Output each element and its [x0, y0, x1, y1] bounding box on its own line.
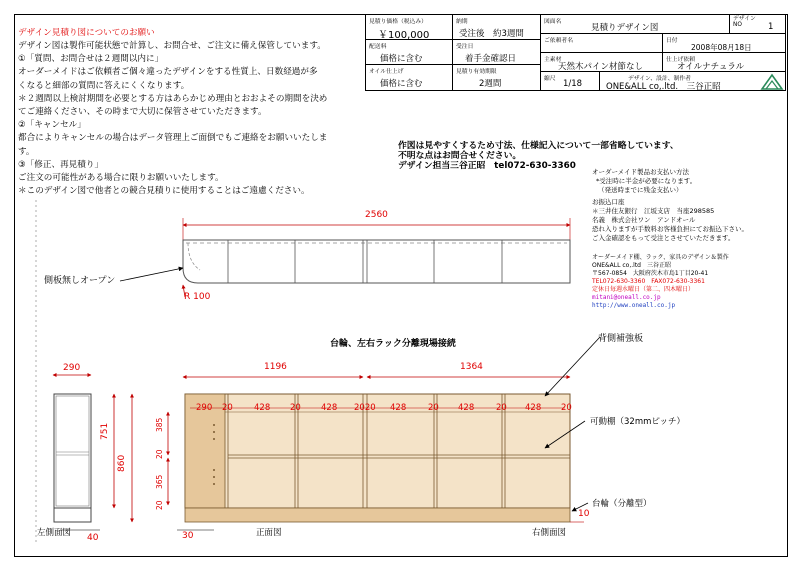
- finish-value: オイルナチュラル: [677, 62, 745, 72]
- front-dim: 20: [561, 403, 572, 413]
- front-dim: 428: [321, 403, 338, 413]
- material-value: 天然木パイン材節なし: [558, 62, 644, 72]
- dim-860: 860: [117, 454, 127, 472]
- price-value: ￥100,000: [378, 30, 430, 41]
- company-line: ONE&ALL co,.ltd 三谷正昭: [592, 262, 671, 269]
- front-dim: 428: [390, 403, 407, 413]
- email-link[interactable]: mitani@oneall.co.jp: [592, 294, 661, 301]
- notes-line: ＊２週間以上検討期間を必要とする方はあらかじめ理由とおおよその期間を決め: [18, 93, 328, 104]
- base-label: 台輪（分離型）: [592, 499, 652, 509]
- dim-30: 30: [182, 531, 194, 541]
- company-line: 〒567-0854 大阪府茨木市島1丁目20-41: [592, 270, 709, 277]
- front-dim: 290: [196, 403, 213, 413]
- drawing-value: 見積りデザイン図: [591, 23, 659, 33]
- company-value: ONE&ALL co,.ltd. 三谷正昭: [606, 82, 721, 92]
- oil-value: 価格に含む: [380, 79, 423, 89]
- delivery-value: 価格に含む: [380, 54, 423, 64]
- pay-line: *受注時に半金が必要になります。: [596, 177, 697, 185]
- front-view: [168, 337, 600, 530]
- open-side-label: 側板無しオープン: [44, 276, 116, 286]
- bank-line: ＊三井住友銀行 江坂支店 当座298585: [592, 207, 715, 215]
- notes-title: デザイン見積り図についてのお願い: [18, 28, 155, 38]
- bank-line: 名義 株式会社ワン アンドオール: [592, 216, 696, 224]
- dim-10: 10: [578, 509, 590, 519]
- dim-1196: 1196: [264, 362, 287, 372]
- lead-value: 受注後 約3週間: [459, 29, 524, 39]
- notes-line: オーダーメイドはご依頼者ご個々違ったデザインをする性質上、日数経過が多: [18, 67, 318, 78]
- notes-line: ③「修正、再見積り」: [18, 159, 104, 170]
- notes-line: くなると細部の質問に答えにくくなります。: [18, 80, 190, 91]
- dim-40: 40: [87, 533, 99, 543]
- website-link[interactable]: http://www.oneall.co.jp: [592, 302, 676, 309]
- notes-line: てご連絡ください、その時まで大切に保管させていただきます。: [18, 107, 267, 118]
- shelf-label: 可動棚（32mmピッチ）: [590, 417, 686, 427]
- validity-value: 2週間: [479, 79, 502, 89]
- date-value: 2008年08月18日: [691, 43, 752, 52]
- front-dim: 20: [290, 403, 301, 413]
- dim-side-depth: 290: [63, 363, 81, 373]
- front-dim: 2020: [354, 403, 376, 413]
- memo-line: 不明な点はお問合せください。: [398, 151, 522, 161]
- front-dim: 20: [428, 403, 439, 413]
- top-view: [120, 218, 570, 297]
- front-dim: 428: [525, 403, 542, 413]
- dim-385: 385: [155, 417, 164, 432]
- oil-label: オイル仕上げ: [369, 69, 404, 75]
- finish-label: 仕上げ依頼: [666, 57, 695, 63]
- notes-line: ＊このデザイン図で他者との競合見積りに使用することはご遠慮ください。: [18, 186, 310, 197]
- front-dim: 20: [496, 403, 507, 413]
- notes-line: ご注文の可能性がある場合に限りお願いいたします。: [18, 173, 224, 184]
- radius-label: R 100: [184, 292, 211, 302]
- notes-line: ②「キャンセル」: [18, 120, 86, 131]
- price-label: 見積り価格（税込み）: [369, 19, 427, 25]
- notes-line: ①「質問、お問合せは２週間以内に」: [18, 54, 164, 65]
- pay-line: オーダーメイド製品お支払い方法: [592, 168, 690, 176]
- front-dim: 428: [458, 403, 475, 413]
- bank-line: ご入金確認をもって受注とさせていただきます。: [592, 234, 735, 242]
- back-panel-label: 背側補強板: [598, 334, 644, 344]
- lead-label: 納期: [456, 19, 468, 25]
- bank-line: 恐れ入りますが手数料お客様負担にてお振込下さい。: [592, 225, 748, 233]
- caster-note: 台輪、左右ラック分離現場接続: [330, 339, 456, 349]
- bank-line: お振込口座: [592, 198, 625, 206]
- validity-label: 見積り有効期限: [456, 69, 497, 75]
- view-left-label: 左側面図: [37, 528, 72, 538]
- client-label: ご依頼者名: [544, 38, 573, 44]
- material-label: 主素材: [544, 57, 562, 63]
- date-label: 日付: [666, 38, 678, 44]
- company-line: TEL072-630-3360 FAX072-630-3361: [592, 278, 705, 285]
- order-label: 受注日: [456, 44, 474, 50]
- scale-value: 1/18: [563, 79, 583, 89]
- notes-line: デザイン図は製作可能状態で計算し、お問合せ、ご注文に備え保管しています。: [18, 41, 326, 51]
- order-value: 着手金確認日: [465, 54, 517, 64]
- delivery-label: 配送料: [369, 44, 387, 50]
- dim-20a: 20: [155, 449, 164, 459]
- memo-line: デザイン担当三谷正昭 tel072-630-3360: [398, 161, 576, 171]
- front-dim: 428: [254, 403, 271, 413]
- dim-20b: 20: [155, 500, 164, 510]
- drawing-label: 図面名: [544, 19, 562, 25]
- holiday-text: 定休日毎週水曜日（第二、四木曜日）: [592, 286, 695, 293]
- view-front-label: 正面図: [256, 528, 282, 538]
- notes-line: す。: [18, 146, 35, 157]
- top-width-dim: 2560: [365, 210, 388, 220]
- pay-line: （発送時までに残金支払い）: [598, 186, 683, 194]
- dim-751: 751: [100, 422, 110, 440]
- design-no-value: 1: [768, 22, 774, 32]
- scale-label: 縮尺: [544, 76, 556, 82]
- dim-365: 365: [155, 474, 164, 489]
- memo-line: 作図は見やすくするため寸法、仕様記入について一部省略しています、: [398, 141, 679, 151]
- notes-line: 都合によりキャンセルの場合はデータ管理上ご面倒でもご連絡をお願いいたしま: [18, 133, 328, 144]
- company-line: オーダーメイド棚、ラック、家具のデザイン＆製作: [592, 254, 729, 261]
- company-label: デザイン、設計、制作者: [628, 76, 691, 82]
- design-no-label: デザイン NO: [733, 16, 756, 28]
- front-dim: 20: [222, 403, 233, 413]
- dim-1364: 1364: [460, 362, 483, 372]
- view-right-label: 右側面図: [532, 528, 567, 538]
- left-side-view: [53, 375, 132, 530]
